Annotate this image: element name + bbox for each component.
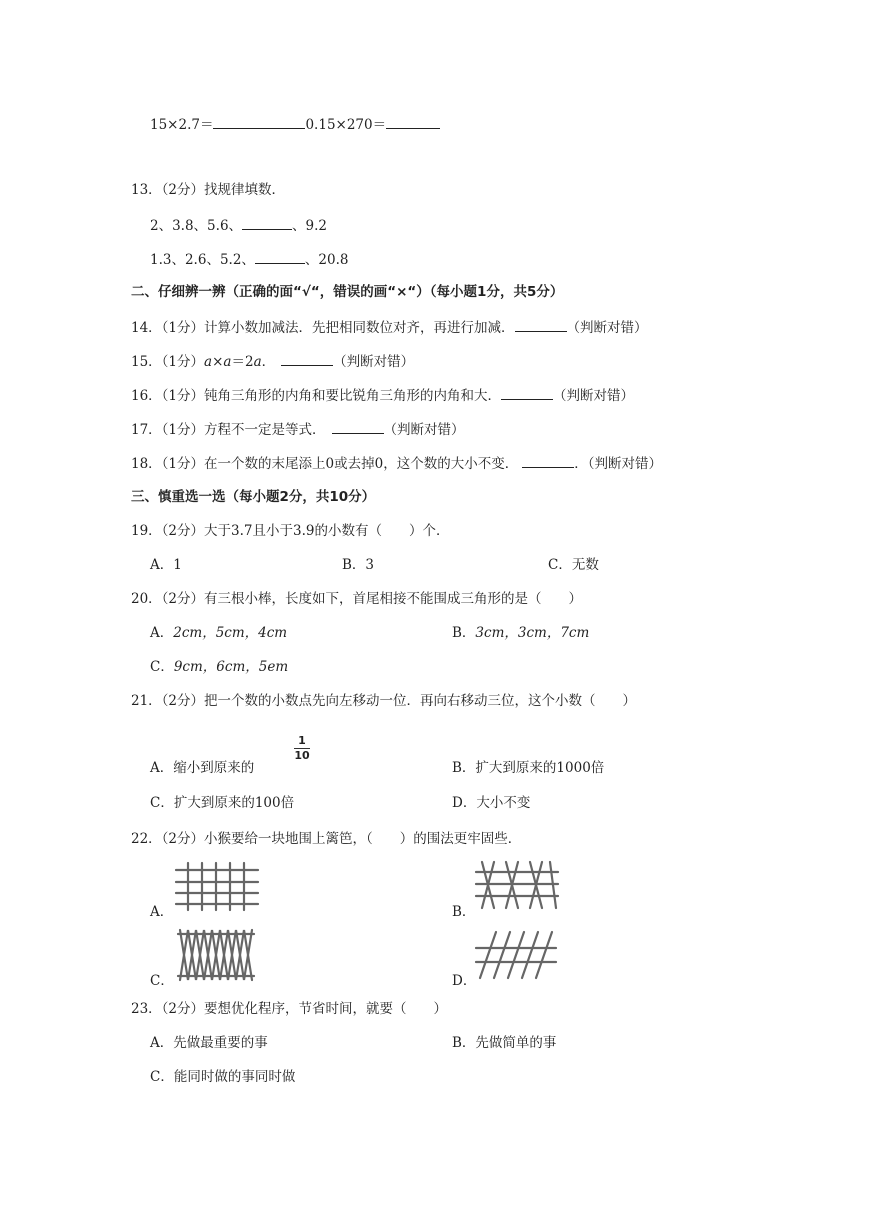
q12-blank2[interactable] [386,114,440,129]
q16-text: 16．（1分）钝角三角形的内角和要比锐角三角形的内角和大． [131,388,502,404]
q19-option-c[interactable]: C．无数 [548,557,599,573]
fence-crossed-icon[interactable] [474,858,560,912]
q20-option-b[interactable] [452,624,589,642]
q15-eq: ＝2 [231,354,254,370]
q13-blank1[interactable] [242,215,292,230]
q15-var2: a [223,354,232,370]
q22-option-b-label[interactable]: B． [452,904,476,920]
q12-expr1: 15×2.7＝ [150,117,214,133]
q20-option-a[interactable] [150,624,287,642]
q17-text: 17．（1分）方程不一定是等式． [131,422,326,438]
q21-option-d[interactable]: D．大小不变 [452,795,531,811]
q16-line [131,385,634,405]
q17-blank[interactable] [332,419,384,434]
q13-seq1 [150,215,327,235]
fence-zigzag-icon[interactable] [176,928,256,982]
q19-stem: 19．（2分）大于3.7且小于3.9的小数有（ ）个． [131,523,450,539]
q15-prefix: 15．（1分） [131,354,205,370]
q15-tail: （判断对错） [333,354,415,370]
q12-expr2: 0.15×270＝ [305,117,387,133]
q16-blank[interactable] [501,385,553,400]
q13-seq1-end: 、9.2 [292,218,328,234]
q20-b-label: B． [452,625,476,641]
q15-blank[interactable] [281,351,333,366]
q22-option-c-label[interactable]: C． [150,973,174,989]
q21-option-c[interactable]: C．扩大到原来的100倍 [150,795,295,811]
q22-option-a-label[interactable]: A． [150,904,174,920]
q14-blank[interactable] [515,317,567,332]
section2-heading: 二、仔细辨一辨（正确的面“√“，错误的画“×“）（每小题1分，共5分） [131,284,564,300]
section3-heading: 三、慎重选一选（每小题2分，共10分） [131,489,376,505]
q13-stem: 13．（2分）找规律填数． [131,182,286,198]
q13-seq2-start: 1.3、2.6、5.2、 [150,252,255,268]
q20-stem: 20．（2分）有三根小棒，长度如下，首尾相接不能围成三角形的是（ ） [131,591,583,607]
q20-a-label: A． [150,625,174,641]
q18-text: 18．（1分）在一个数的末尾添上0或去掉0，这个数的大小不变． [131,456,519,472]
q21-stem: 21．（2分）把一个数的小数点先向左移动一位．再向右移动三位，这个小数（ ） [131,693,637,709]
q14-text: 14．（1分）计算小数加减法．先把相同数位对齐，再进行加减． [131,320,515,336]
fraction-numerator: 1 [298,734,306,747]
q15-var1: a [204,354,213,370]
q22-option-d-label[interactable]: D． [452,973,477,989]
q14-line [131,317,648,337]
q21-option-a[interactable]: A．缩小到原来的 [150,760,255,776]
q20-c-value: 9cm，6cm，5em [173,659,289,675]
q13-seq2-end: 、20.8 [304,252,349,268]
q15-line [131,351,414,371]
q13-seq2 [150,249,348,269]
q20-a-value: 2cm，5cm，4cm [173,625,288,641]
q21-fraction [290,734,314,762]
q15-var3: a [253,354,262,370]
q13-seq1-start: 2、3.8、5.6、 [150,218,243,234]
q12-line [150,114,440,134]
q12-blank1[interactable] [213,114,305,129]
q19-option-a[interactable]: A．1 [150,557,182,573]
q20-c-label: C． [150,659,174,675]
fence-grid-icon[interactable] [172,860,262,912]
q23-option-a[interactable]: A．先做最重要的事 [150,1035,268,1051]
fraction-denominator: 10 [294,749,310,762]
q22-stem: 22．（2分）小猴要给一块地围上篱笆，（ ）的围法更牢固些． [131,831,522,847]
q15-dot: ． [261,354,276,370]
q23-option-b[interactable]: B．先做简单的事 [452,1035,557,1051]
q23-stem: 23．（2分）要想优化程序，节省时间，就要（ ） [131,1001,448,1017]
q20-b-value: 3cm，3cm，7cm [475,625,590,641]
q13-blank2[interactable] [255,249,305,264]
fence-diagonal-icon[interactable] [474,928,558,982]
q17-line [131,419,465,439]
q19-option-b[interactable]: B．3 [342,557,375,573]
q20-option-c[interactable] [150,658,288,676]
q18-line [131,453,662,473]
q21-option-b[interactable]: B．扩大到原来的1000倍 [452,760,605,776]
q16-tail: （判断对错） [553,388,635,404]
q18-tail: ．（判断对错） [574,456,662,472]
q15-op: × [212,354,224,370]
q23-option-c[interactable]: C．能同时做的事同时做 [150,1069,296,1085]
q18-blank[interactable] [522,453,574,468]
q14-tail: （判断对错） [566,320,648,336]
q17-tail: （判断对错） [383,422,465,438]
